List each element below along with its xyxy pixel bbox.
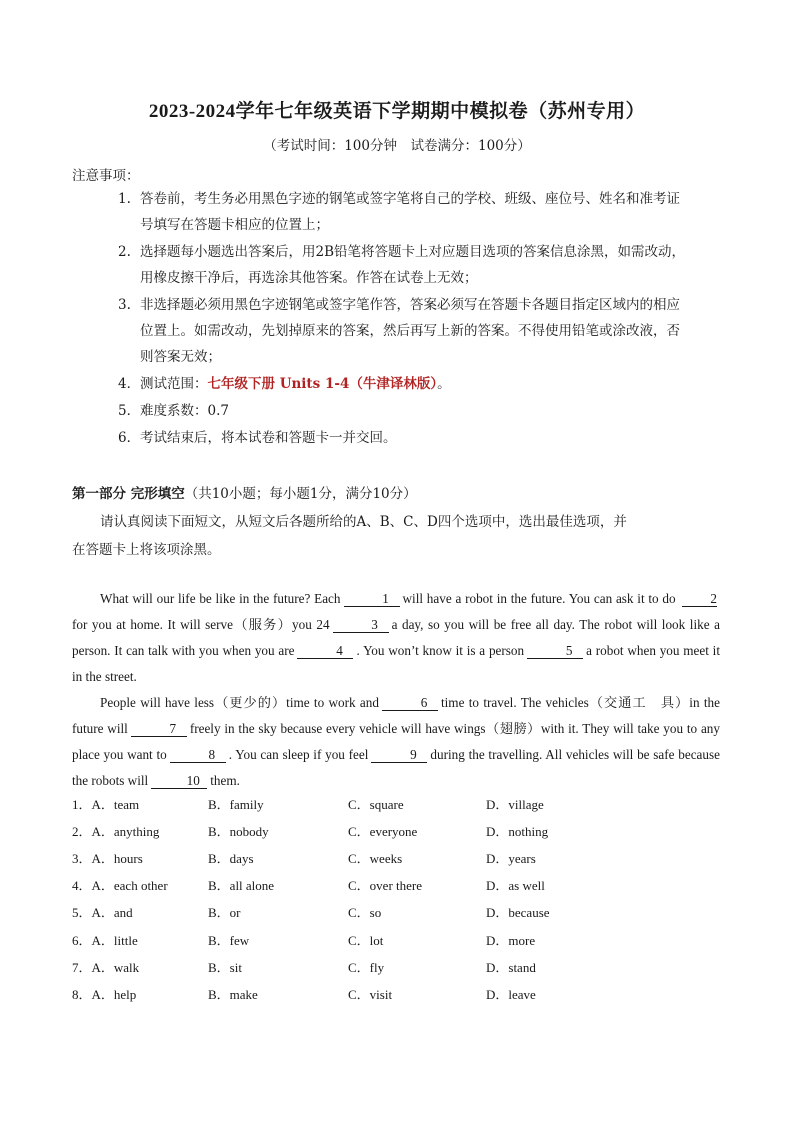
- notice-heading: 注意事项：: [72, 168, 140, 184]
- notice-num: 6．: [118, 430, 141, 446]
- blank-4: 4: [297, 643, 353, 659]
- notice-item-2: [118, 239, 728, 291]
- option-c[interactable]: C．lot: [348, 933, 384, 948]
- option-d[interactable]: D．as well: [486, 878, 545, 893]
- notice-item-4: [118, 371, 728, 397]
- section-note: （共10小题；每小题1分，满分10分）: [184, 486, 417, 502]
- option-d[interactable]: D．stand: [486, 960, 536, 975]
- notice-item-3: [118, 292, 728, 370]
- option-a[interactable]: 6．A．little: [72, 933, 138, 948]
- option-d[interactable]: D．years: [486, 851, 536, 866]
- blank-7: 7: [131, 721, 187, 737]
- notice-num: 4．: [118, 376, 141, 392]
- question-8-options: [72, 984, 722, 1011]
- passage-text: time to travel. The vehicles（交通工 具）in the future will: [72, 695, 720, 736]
- option-b[interactable]: B．few: [208, 933, 250, 948]
- passage-text: . You can sleep if you feel: [228, 747, 369, 762]
- question-5-options: [72, 902, 722, 929]
- passage-text: . You won’t know it is a person: [356, 643, 525, 658]
- passage-text: during the travelling. All vehicles will be safe because the robots will: [72, 747, 720, 788]
- question-7-options: [72, 957, 722, 984]
- option-b[interactable]: B．nobody: [208, 824, 269, 839]
- option-d[interactable]: D．more: [486, 933, 536, 948]
- question-3-options: [72, 848, 722, 875]
- test-scope: 七年级下册 Units 1-4（牛津译林版）: [207, 376, 438, 392]
- passage-text: for you at home. It will serve（服务）you 24: [72, 617, 330, 632]
- notice-end: 。: [437, 376, 451, 392]
- option-d[interactable]: D．leave: [486, 987, 536, 1002]
- notice-text: 位置上。如需改动，先划掉原来的答案，然后再写上新的答案。不得使用铅笔或涂改液，否: [140, 323, 680, 339]
- blank-2: 2: [682, 591, 717, 607]
- question-6-options: [72, 930, 722, 957]
- notice-text: 答卷前，考生务必用黑色字迹的钢笔或签字笔将自己的学校、班级、座位号、姓名和准考证: [140, 191, 680, 207]
- blank-6: 6: [382, 695, 438, 711]
- option-d[interactable]: D．village: [486, 797, 544, 812]
- option-c[interactable]: C．fly: [348, 960, 385, 975]
- notice-item-5: [118, 398, 728, 424]
- notice-item-1: [118, 186, 728, 238]
- notice-num: 3.: [118, 297, 131, 313]
- blank-10: 10: [151, 773, 207, 789]
- option-c[interactable]: C．so: [348, 905, 382, 920]
- question-2-options: [72, 821, 722, 848]
- option-a[interactable]: 3．A．hours: [72, 851, 143, 866]
- passage-text: People will have less（更少的）time to work and: [100, 695, 379, 710]
- option-b[interactable]: B．family: [208, 797, 264, 812]
- notice-text: 非选择题必须用黑色字迹钢笔或签字笔作答，答案必须写在答题卡各题目指定区域内的相应: [140, 297, 680, 313]
- option-a[interactable]: 5．A．and: [72, 905, 133, 920]
- option-c[interactable]: C．visit: [348, 987, 393, 1002]
- section-instruction: [72, 508, 724, 564]
- option-a[interactable]: 1．A．team: [72, 797, 140, 812]
- option-b[interactable]: B．make: [208, 987, 258, 1002]
- option-a[interactable]: 4．A．each other: [72, 878, 168, 893]
- option-a[interactable]: 8．A．help: [72, 987, 137, 1002]
- option-b[interactable]: B．days: [208, 851, 254, 866]
- option-c[interactable]: C．everyone: [348, 824, 418, 839]
- passage-text: a day, so you will be free all day. The robot will look like a person. It can talk with you when you are: [72, 617, 720, 658]
- option-d[interactable]: D．because: [486, 905, 550, 920]
- option-b[interactable]: B．sit: [208, 960, 242, 975]
- notice-num: 1.: [118, 191, 131, 207]
- passage-paragraph-1: [72, 586, 720, 690]
- notice-text: 则答案无效；: [140, 349, 221, 365]
- blank-3: 3: [333, 617, 389, 633]
- page-title: 2023-2024学年七年级英语下学期期中模拟卷（苏州专用）: [148, 101, 646, 122]
- question-4-options: [72, 875, 722, 902]
- passage-text: freely in the sky because every vehicle will have wings（翅膀）with it. They will take you to any place you want to: [72, 721, 720, 762]
- notice-text: 号填写在答题卡相应的位置上；: [140, 217, 329, 233]
- notice-num: 5．: [118, 403, 141, 419]
- option-a[interactable]: 2．A．anything: [72, 824, 160, 839]
- cloze-passage: [72, 586, 720, 794]
- option-c[interactable]: C．weeks: [348, 851, 403, 866]
- blank-8: 8: [170, 747, 226, 763]
- option-c[interactable]: C．square: [348, 797, 404, 812]
- notice-text: 考试结束后，将本试卷和答题卡一并交回。: [140, 430, 397, 446]
- notice-text: 用橡皮擦干净后，再选涂其他答案。作答在试卷上无效；: [140, 270, 478, 286]
- instruction-line: 在答题卡上将该项涂黑。: [72, 542, 221, 558]
- notice-item-6: [118, 425, 728, 451]
- notice-text: 难度系数：0.7: [140, 403, 229, 419]
- passage-paragraph-2: [72, 690, 720, 794]
- option-b[interactable]: B．all alone: [208, 878, 275, 893]
- exam-info: （考试时间：100分钟 试卷满分：100分）: [263, 138, 531, 154]
- option-b[interactable]: B．or: [208, 905, 241, 920]
- passage-text: will have a robot in the future. You can ask it to do: [402, 591, 676, 606]
- section-heading: [72, 482, 417, 502]
- passage-text: What will our life be like in the future? Each: [100, 591, 341, 606]
- blank-5: 5: [527, 643, 583, 659]
- notice-num: 2.: [118, 244, 131, 260]
- blank-1: 1: [344, 591, 400, 607]
- question-1-options: [72, 794, 722, 821]
- option-a[interactable]: 7．A．walk: [72, 960, 140, 975]
- blank-9: 9: [371, 747, 427, 763]
- notice-text: 选择题每小题选出答案后，用2B铅笔将答题卡上对应题目选项的答案信息涂黑，如需改动，: [140, 244, 686, 260]
- option-c[interactable]: C．over there: [348, 878, 423, 893]
- notice-label: 测试范围：: [140, 376, 208, 392]
- passage-text: them.: [210, 773, 240, 788]
- passage-text: a robot when you meet it in the street.: [72, 643, 720, 684]
- option-d[interactable]: D．nothing: [486, 824, 549, 839]
- section-title: 第一部分 完形填空: [72, 486, 185, 502]
- instruction-line: 请认真阅读下面短文，从短文后各题所给的A、B、C、D四个选项中，选出最佳选项，并: [100, 514, 627, 530]
